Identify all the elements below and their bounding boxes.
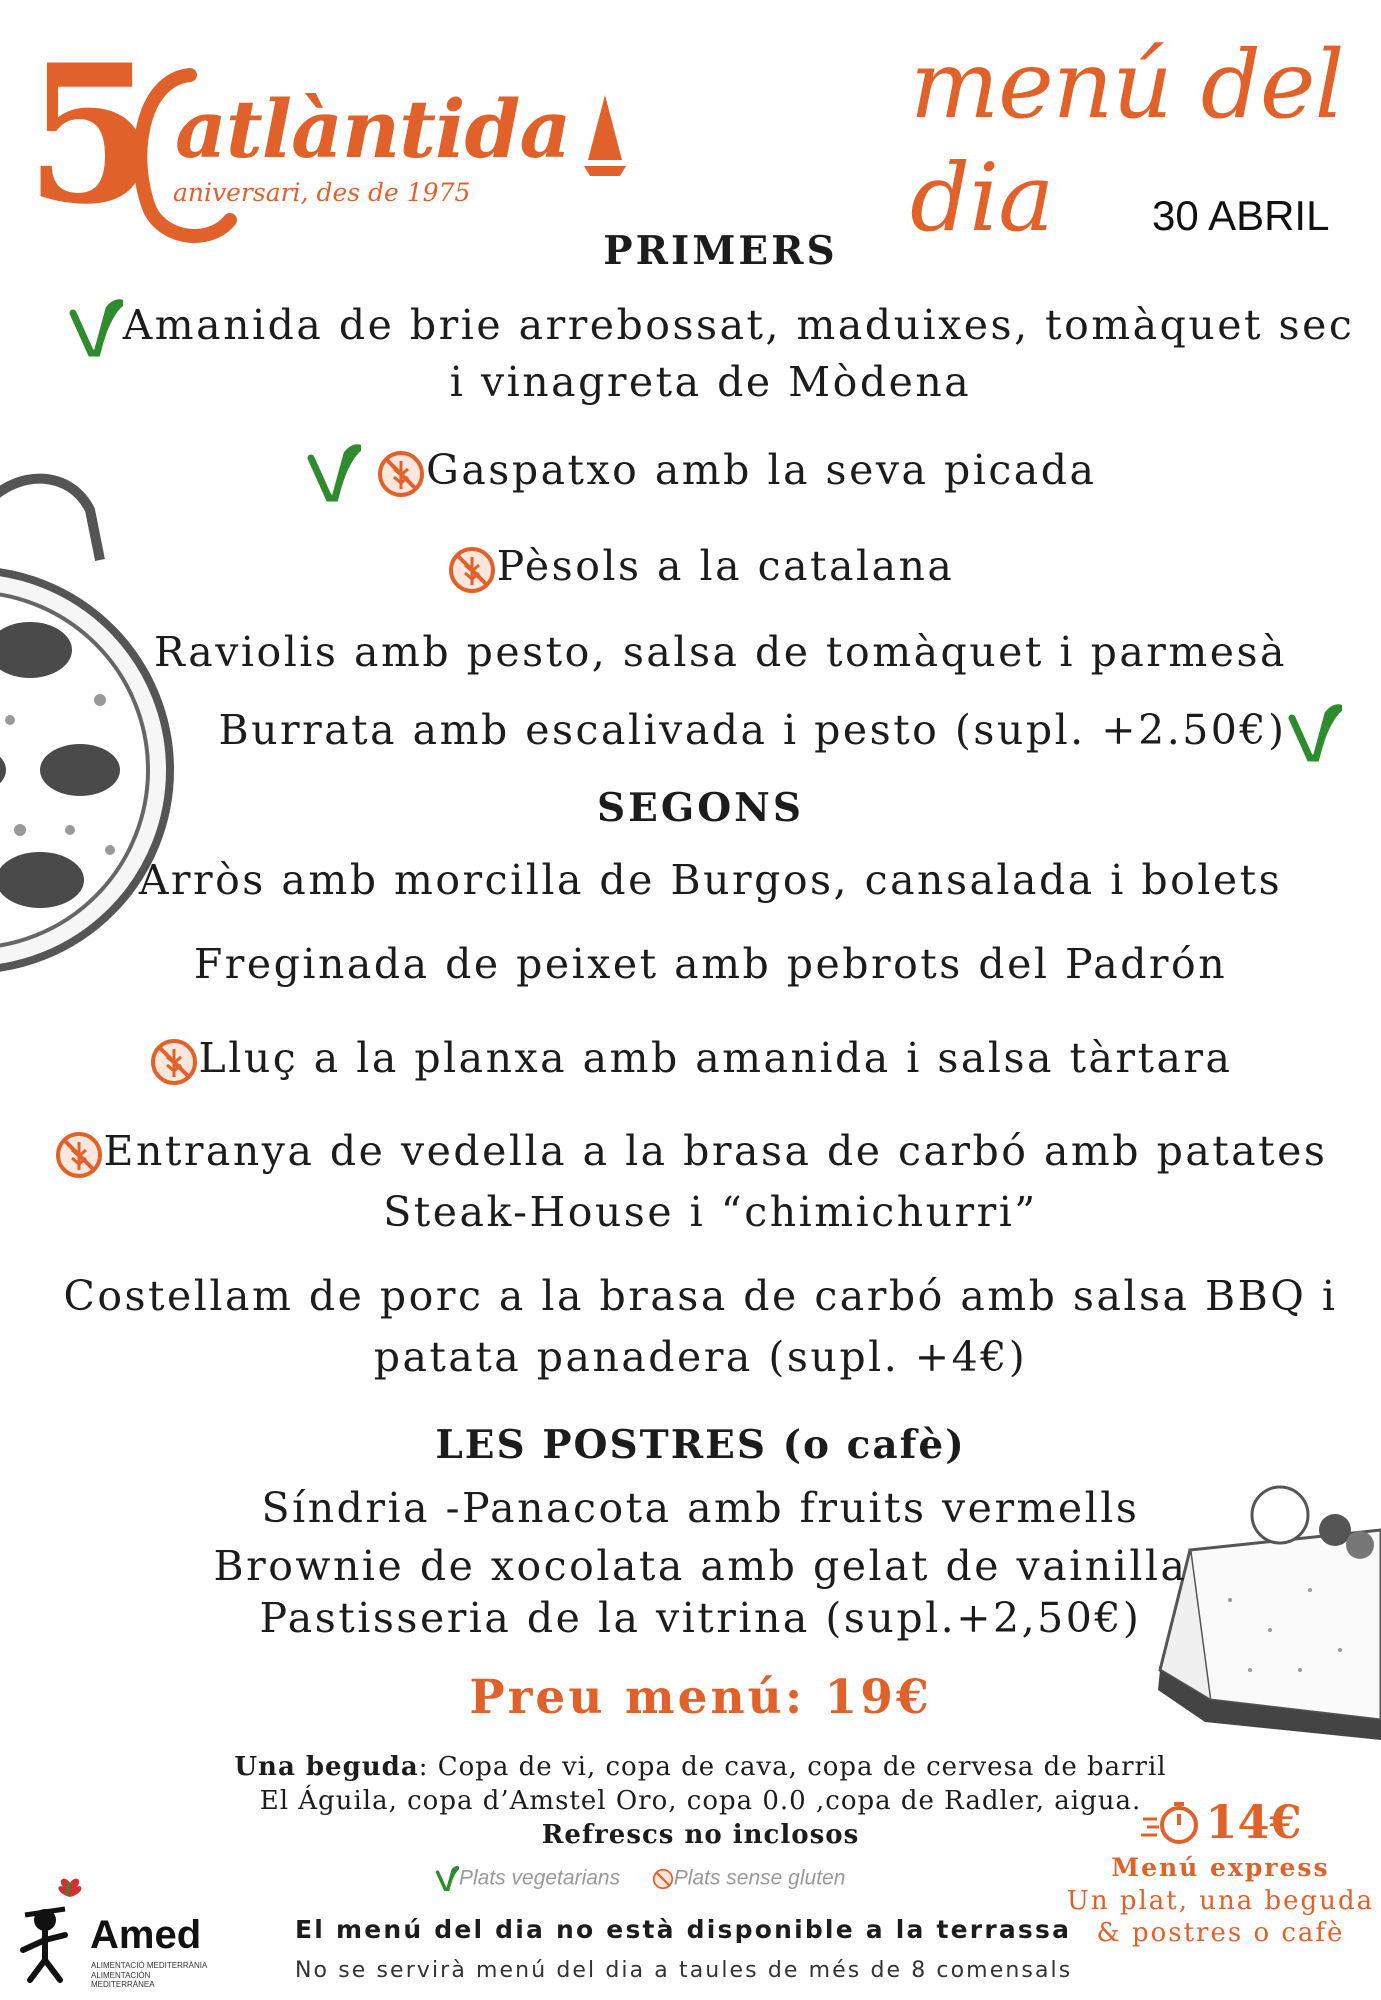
dish-name: Pèsols a la catalana: [496, 542, 955, 590]
stopwatch-icon: [1139, 1797, 1205, 1847]
vegetarian-icon: [67, 299, 123, 359]
dish-segons-5-line2: patata panadera (supl. +4€): [373, 1333, 1028, 1381]
dish-primers-1: [20, 295, 1381, 359]
section-title-segons: SEGONS: [597, 785, 804, 831]
gluten-free-icon: [652, 1868, 674, 1890]
dish-primers-2: [10, 440, 1381, 504]
express-menu: [1060, 1795, 1381, 1948]
sailboat-icon: [580, 90, 630, 180]
drink-line-1: [10, 1750, 1381, 1784]
legend-vegetarian: Plats vegetarians: [459, 1866, 621, 1890]
dish-name: Amanida de brie arrebossat, maduixes, tomàquet sec: [122, 301, 1355, 349]
gluten-free-icon: [447, 545, 497, 595]
dessert-3: Pastisseria de la vitrina (supl.+2,50€): [259, 1594, 1142, 1642]
terrace-notice: El menú del dia no està disponible a la terrassa: [295, 1915, 1072, 1944]
dish-segons-2: Freginada de peixet amb pebrots del Padrón: [193, 940, 1228, 988]
amed-sub-2: ALIMENTACIÓN MEDITERRÁNEA: [91, 1971, 155, 1989]
dish-segons-4: [0, 1121, 1381, 1181]
express-line-2: & postres o cafè: [1096, 1918, 1345, 1948]
logo-number: 5: [25, 23, 158, 246]
dish-name: Lluç a la planxa amb amanida i salsa tàrtara: [198, 1034, 1233, 1082]
dish-primers-3: [10, 536, 1381, 596]
dessert-2: Brownie de xocolata amb gelat de vainilla: [213, 1542, 1188, 1590]
drink-label: Una beguda: [234, 1752, 419, 1782]
express-line-1: Un plat, una beguda: [1066, 1886, 1375, 1916]
vegetarian-icon: [305, 444, 361, 504]
dish-primers-4: Raviolis amb pesto, salsa de tomàquet i parmesà: [153, 628, 1287, 676]
amed-sub-1: ALIMENTACIÓ MEDITERRÀNIA: [91, 1961, 208, 1970]
amed-logo: [15, 1875, 215, 1989]
amed-name: Amed: [90, 1913, 202, 1957]
menu-price: Preu menú: 19€: [469, 1670, 932, 1725]
drink-note: Refrescs no inclosos: [541, 1820, 860, 1850]
brand-logo: [25, 23, 635, 250]
menu-title: menú del dia: [910, 31, 1344, 253]
drink-line-2: El Águila, copa d’Amstel Oro, copa 0.0 ,copa de Radler, aigua.: [259, 1786, 1142, 1816]
legend-gluten-free: Plats sense gluten: [673, 1866, 846, 1890]
gluten-free-icon: [54, 1130, 104, 1180]
express-title: Menú express: [1111, 1853, 1330, 1882]
express-price: 14€: [1205, 1795, 1302, 1849]
dish-segons-1: Arròs amb morcilla de Burgos, cansalada i bolets: [138, 856, 1283, 904]
menu-date: 30 ABRIL: [1152, 192, 1330, 239]
dish-name: Burrata amb escalivada i pesto (supl. +2.50€): [218, 706, 1287, 754]
dessert-1: Síndria -Panacota amb fruits vermells: [261, 1484, 1140, 1532]
dish-primers-5: [90, 700, 1381, 764]
dish-primers-1-line2: i vinagreta de Mòdena: [449, 358, 972, 406]
express-price-row: [1060, 1795, 1381, 1849]
group-size-note: No se servirà menú del dia a taules de més de 8 comensals: [295, 1958, 1073, 1983]
drink-text-1: : Copa de vi, copa de cava, copa de cervesa de barril: [418, 1752, 1167, 1782]
gluten-free-icon: [149, 1037, 199, 1087]
section-title-primers: PRIMERS: [603, 228, 838, 274]
logo-name: atlàntida: [175, 82, 571, 176]
vegetarian-icon: [1286, 704, 1342, 764]
dish-name: Entranya de vedella a la brasa de carbó amb patates: [103, 1127, 1328, 1175]
vegetarian-icon: [435, 1866, 459, 1892]
chef-icon: [15, 1875, 90, 1985]
dish-segons-3: [0, 1028, 1381, 1088]
logo-tagline: aniversari, des de 1975: [173, 178, 471, 207]
dish-segons-4-line2: Steak-House i “chimichurri”: [383, 1188, 1038, 1236]
legend: [435, 1866, 845, 1892]
gluten-free-icon: [376, 449, 426, 499]
section-title-postres: LES POSTRES (o cafè): [435, 1422, 966, 1468]
dish-segons-5: Costellam de porc a la brasa de carbó amb salsa BBQ i: [63, 1272, 1338, 1320]
dish-name: Gaspatxo amb la seva picada: [426, 446, 1097, 494]
